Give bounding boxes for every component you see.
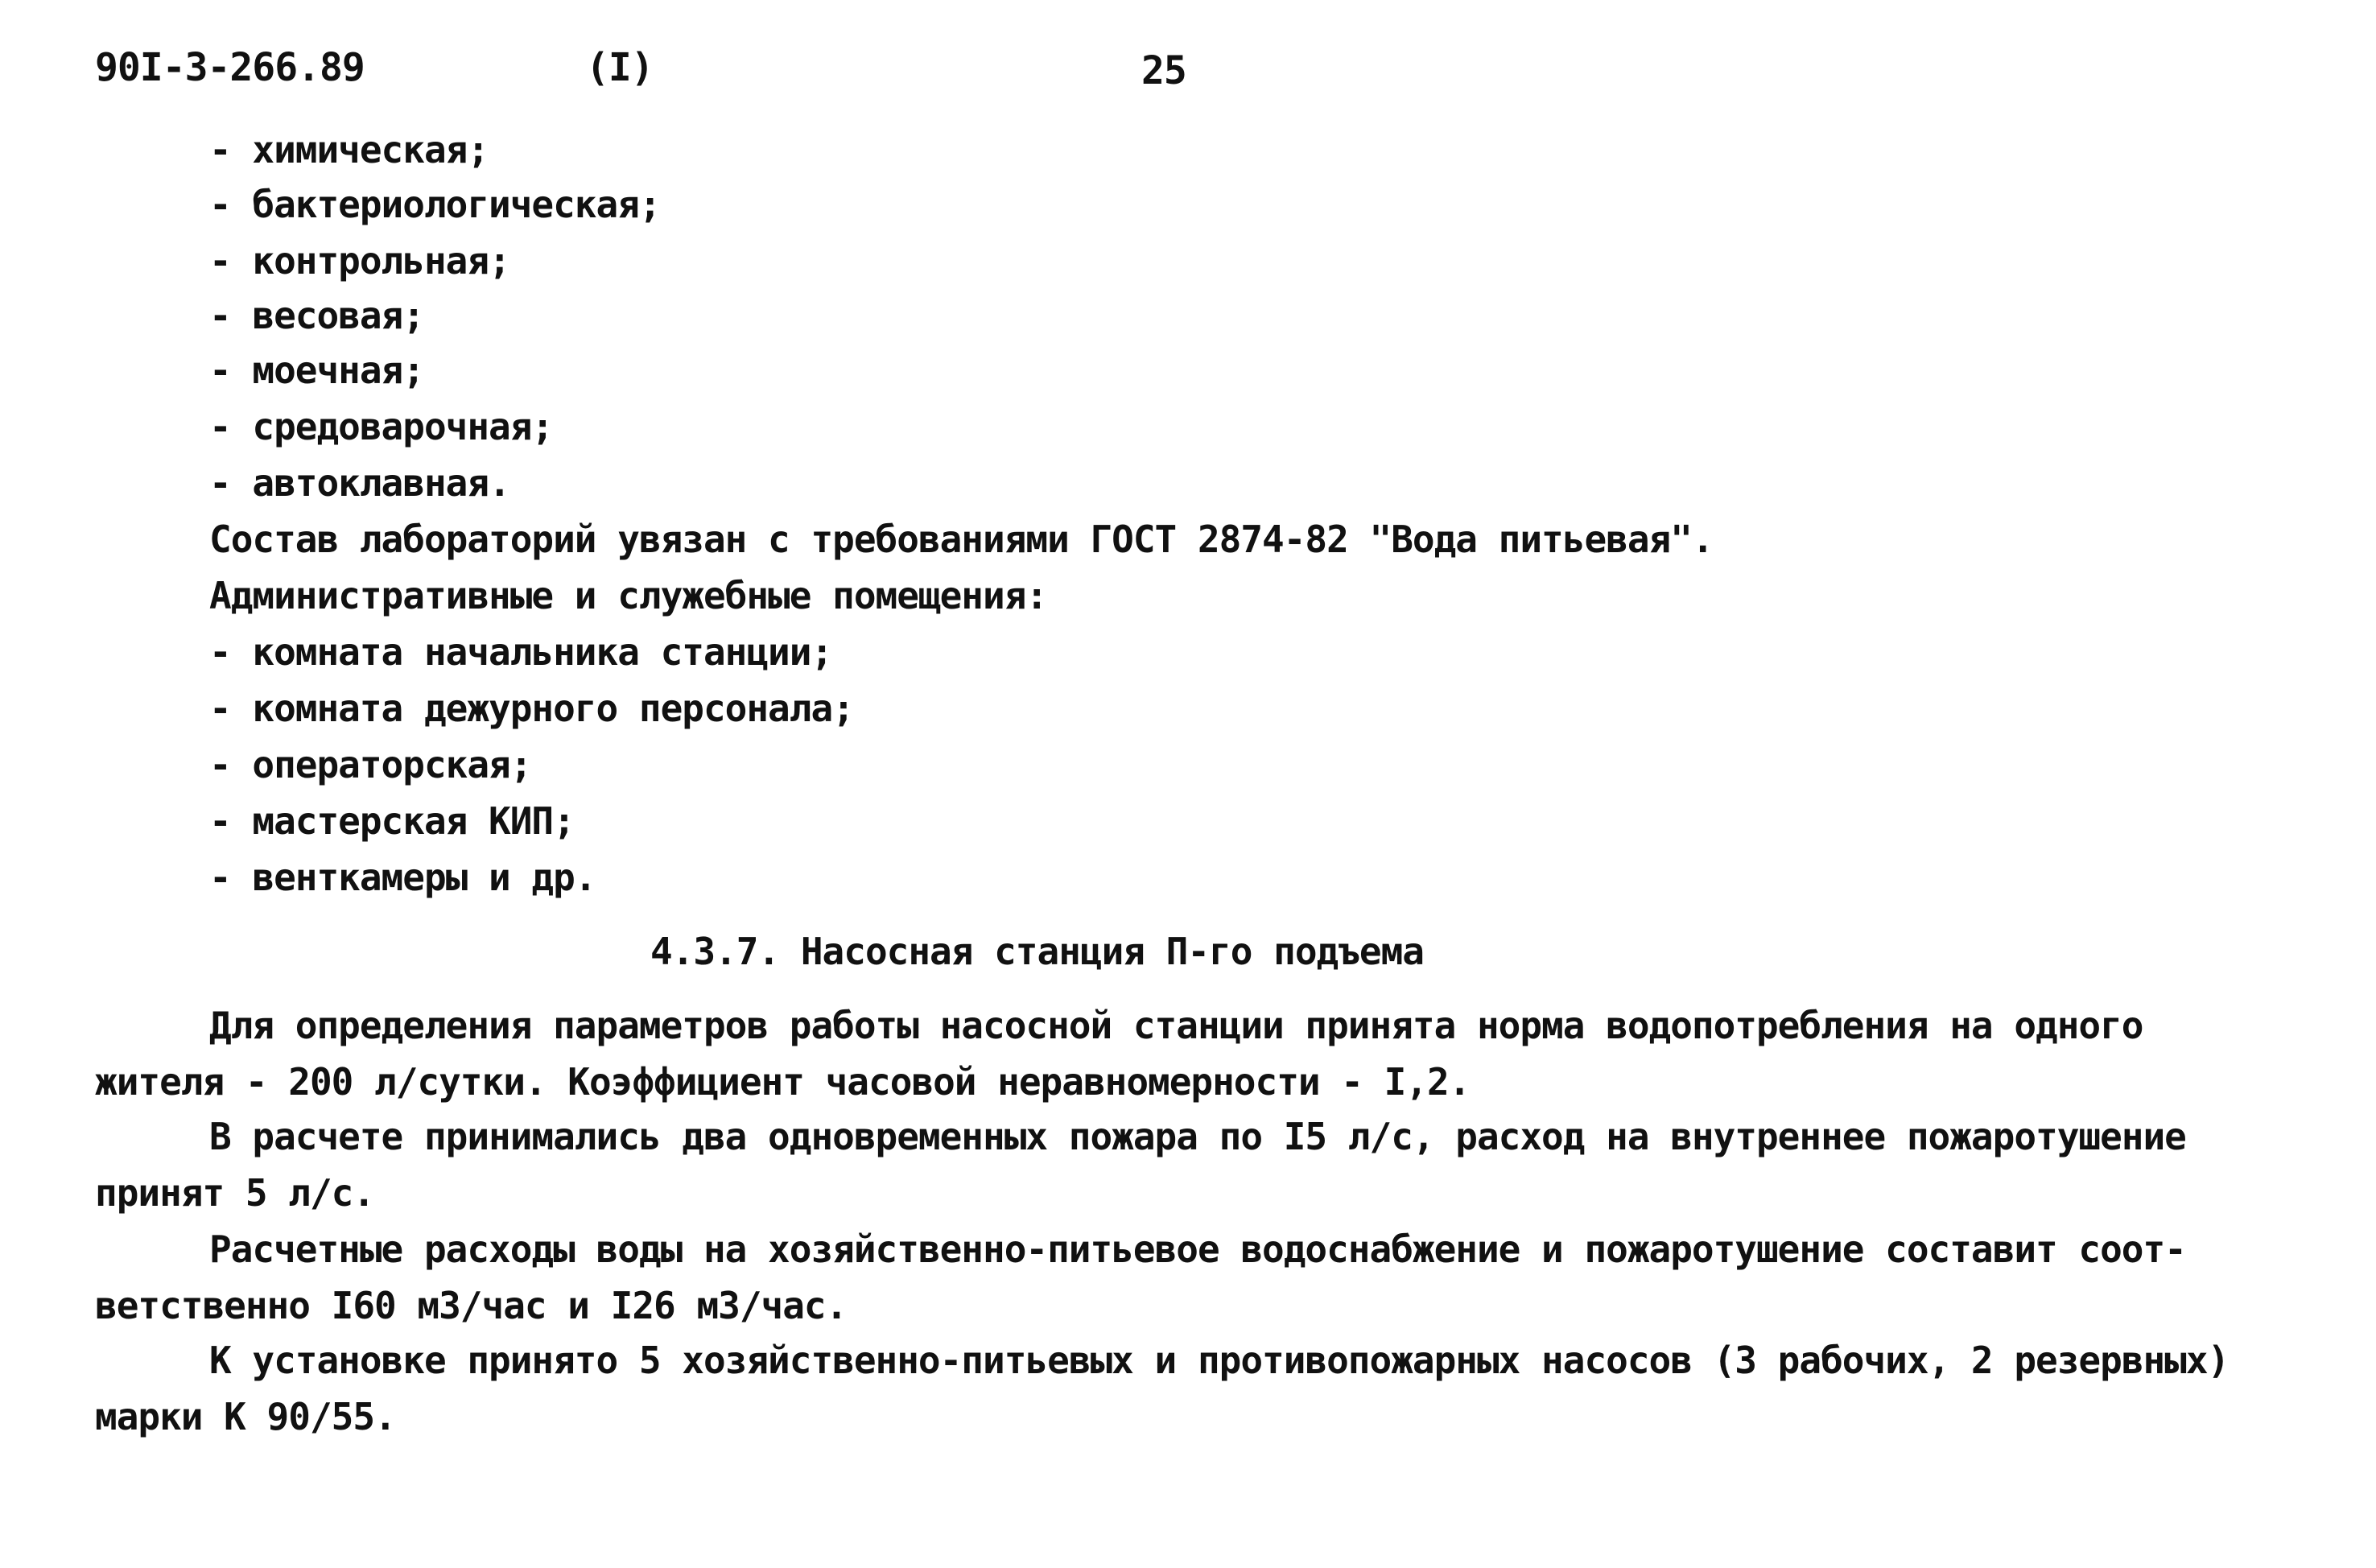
document-part: (I) — [586, 45, 654, 90]
lab-list-item-chemical: - химическая; — [209, 128, 489, 171]
admin-rooms-heading: Административные и служебные помещения: — [209, 574, 1048, 617]
lab-list-item-media: - средоварочная; — [209, 405, 554, 448]
paragraph-2-first-line: В расчете принимались два одновременных пожара по I5 л/с, расход на внутреннее пожаротушение — [209, 1115, 2186, 1158]
page-number: 25 — [1141, 48, 1186, 93]
lab-list-item-washing: - моечная; — [209, 349, 424, 392]
admin-list-item-ventilation: - венткамеры и др. — [209, 856, 596, 899]
admin-list-item-operator: - операторская; — [209, 743, 532, 786]
lab-list-item-weighing: - весовая; — [209, 294, 424, 337]
lab-list-item-control: - контрольная; — [209, 239, 510, 283]
lab-list-item-autoclave: - автоклавная. — [209, 461, 510, 505]
admin-list-item-duty-room: - комната дежурного персонала; — [209, 687, 854, 730]
section-title: 4.3.7. Насосная станция П-го подъема — [650, 930, 1424, 973]
paragraph-3-first-line: Расчетные расходы воды на хозяйственно-питьевое водоснабжение и пожаротушение составит соот- — [209, 1228, 2186, 1271]
paragraph-3-continuation: ветственно I60 м3/час и I26 м3/час. — [95, 1284, 848, 1327]
admin-list-item-kip-workshop: - мастерская КИП; — [209, 799, 575, 843]
lab-composition-note: Состав лабораторий увязан с требованиями ГОСТ 2874-82 "Вода питьевая". — [209, 518, 1714, 561]
document-code: 90I-3-266.89 — [95, 45, 365, 90]
lab-list-item-bacteriological: - бактериологическая; — [209, 183, 661, 226]
paragraph-1-continuation: жителя - 200 л/сутки. Коэффициент часовой неравномерности - I,2. — [95, 1060, 1471, 1104]
paragraph-4-continuation: марки К 90/55. — [95, 1395, 396, 1438]
admin-list-item-chief-room: - комната начальника станции; — [209, 630, 833, 674]
paragraph-4-first-line: К установке принято 5 хозяйственно-питьевых и противопожарных насосов (3 рабочих, 2 резервных) — [209, 1339, 2230, 1382]
paragraph-1-first-line: Для определения параметров работы насосной станции принята норма водопотребления на одного — [209, 1004, 2143, 1047]
paragraph-2-continuation: принят 5 л/с. — [95, 1171, 375, 1215]
